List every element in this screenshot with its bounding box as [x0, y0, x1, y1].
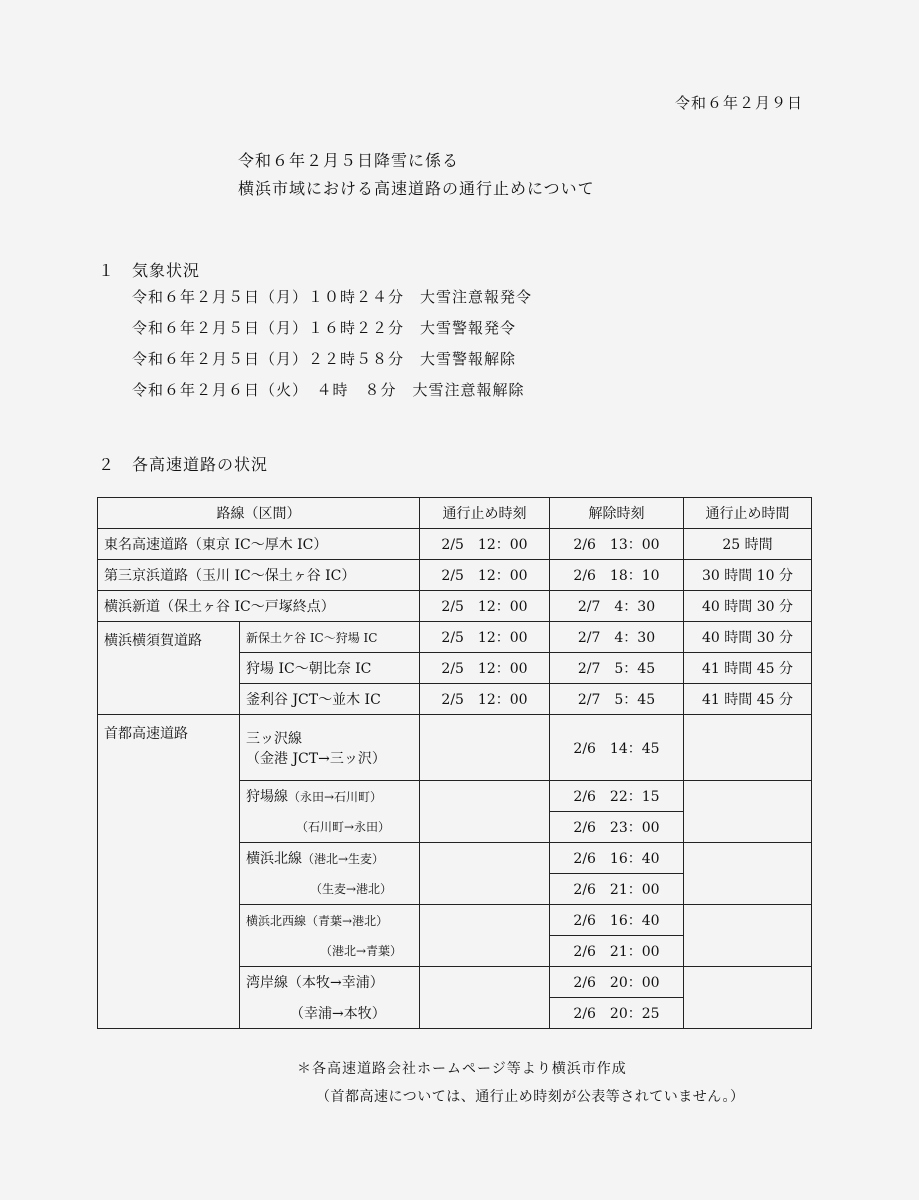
document-title-line1: 令和６年２月５日降雪に係る	[238, 151, 460, 170]
section-line-direction: （金港 JCT→三ッ沢）	[246, 750, 386, 767]
weather-event: 令和６年２月５日（月）２２時５８分 大雪警報解除	[132, 350, 517, 368]
route-group-shuto: 首都高速道路	[98, 715, 240, 1029]
reopen-time-cell: 2/6 16：40	[550, 905, 684, 936]
closed-time-cell	[420, 905, 550, 967]
weather-event: 令和６年２月５日（月）１６時２２分 大雪警報発令	[132, 319, 517, 337]
duration-cell	[684, 905, 812, 967]
closed-time-cell: 2/5 12：00	[420, 684, 550, 715]
reopen-time-cell: 2/7 5：45	[550, 684, 684, 715]
source-note: ＊各高速道路会社ホームページ等より横浜市作成	[297, 1061, 627, 1077]
section-cell	[240, 905, 420, 936]
section-line-name: 三ッ沢線	[246, 730, 302, 747]
duration-cell	[684, 967, 812, 1029]
section-line-name: 横浜北西線	[246, 913, 307, 928]
table-row	[98, 591, 812, 622]
duration-cell: 30 時間 10 分	[684, 560, 812, 591]
duration-cell: 40 時間 30 分	[684, 622, 812, 653]
reopen-time-cell: 2/6 20：25	[550, 998, 684, 1029]
route-cell: 横浜新道（保土ヶ谷 IC～戸塚終点）	[98, 591, 420, 622]
table-row	[98, 560, 812, 591]
closed-time-cell: 2/5 12：00	[420, 591, 550, 622]
table-header-row	[98, 498, 812, 529]
section-cell: 狩場 IC～朝比奈 IC	[240, 653, 420, 684]
section-cell	[240, 715, 420, 781]
reopen-time-cell: 2/7 5：45	[550, 653, 684, 684]
section-cell: 新保土ケ谷 IC～狩場 IC	[240, 622, 420, 653]
weather-event-list	[132, 286, 532, 410]
header-duration: 通行止め時間	[684, 498, 812, 529]
section-cell	[240, 781, 420, 812]
section-cell	[240, 843, 420, 874]
route-cell: 東名高速道路（東京 IC～厚木 IC）	[98, 529, 420, 560]
section-line-name: 狩場線	[246, 789, 288, 806]
closed-time-cell: 2/5 12：00	[420, 560, 550, 591]
closed-time-cell: 2/5 12：00	[420, 622, 550, 653]
route-group-yokoyoko: 横浜横須賀道路	[98, 622, 240, 715]
table-row	[98, 715, 812, 781]
duration-cell	[684, 715, 812, 781]
reopen-time-cell: 2/6 21：00	[550, 936, 684, 967]
table-row	[98, 529, 812, 560]
reopen-time-cell: 2/6 23：00	[550, 812, 684, 843]
document-date: 令和６年２月９日	[674, 94, 803, 112]
reopen-time-cell: 2/6 13：00	[550, 529, 684, 560]
closed-time-cell: 2/5 12：00	[420, 529, 550, 560]
closed-time-cell: 2/5 12：00	[420, 653, 550, 684]
duration-cell: 40 時間 30 分	[684, 591, 812, 622]
section-cell: 釜利谷 JCT～並木 IC	[240, 684, 420, 715]
expressway-status-table	[97, 497, 812, 1029]
section1-heading: １ 気象状況	[98, 261, 201, 280]
weather-event: 令和６年２月６日（火） ４時 ８分 大雪注意報解除	[132, 381, 525, 399]
section-line-direction: （永田→石川町）	[288, 790, 383, 805]
header-route: 路線（区間）	[98, 498, 420, 529]
route-cell: 第三京浜道路（玉川 IC～保土ヶ谷 IC）	[98, 560, 420, 591]
duration-cell	[684, 781, 812, 843]
closed-time-cell	[420, 781, 550, 843]
closed-time-cell	[420, 843, 550, 905]
section-cell: （港北→青葉）	[240, 936, 420, 967]
duration-cell: 41 時間 45 分	[684, 653, 812, 684]
reopen-time-cell: 2/6 14：45	[550, 715, 684, 781]
closed-time-cell	[420, 715, 550, 781]
section-line-direction: （港北→生麦）	[302, 852, 385, 867]
header-closed-time: 通行止め時刻	[420, 498, 550, 529]
section2-heading: ２ 各高速道路の状況	[98, 455, 269, 474]
table-row	[98, 622, 812, 653]
reopen-time-cell: 2/7 4：30	[550, 591, 684, 622]
shuto-note: （首都高速については、通行止め時刻が公表等されていません。）	[316, 1089, 745, 1105]
duration-cell	[684, 843, 812, 905]
reopen-time-cell: 2/6 22：15	[550, 781, 684, 812]
document-title-line2: 横浜市域における高速道路の通行止めについて	[238, 179, 595, 198]
section-line-name: 横浜北線	[246, 851, 302, 868]
section-line-direction: （青葉→港北）	[306, 913, 389, 928]
reopen-time-cell: 2/7 4：30	[550, 622, 684, 653]
reopen-time-cell: 2/6 18：10	[550, 560, 684, 591]
header-reopen-time: 解除時刻	[550, 498, 684, 529]
closed-time-cell	[420, 967, 550, 1029]
weather-event: 令和６年２月５日（月）１０時２４分 大雪注意報発令	[132, 288, 533, 306]
reopen-time-cell: 2/6 16：40	[550, 843, 684, 874]
section-cell: （生麦→港北）	[240, 874, 420, 905]
duration-cell: 25 時間	[684, 529, 812, 560]
reopen-time-cell: 2/6 21：00	[550, 874, 684, 905]
section-cell: 湾岸線（本牧→幸浦）	[240, 967, 420, 998]
duration-cell: 41 時間 45 分	[684, 684, 812, 715]
reopen-time-cell: 2/6 20：00	[550, 967, 684, 998]
section-cell: （石川町→永田）	[240, 812, 420, 843]
section-cell: （幸浦→本牧）	[240, 998, 420, 1029]
